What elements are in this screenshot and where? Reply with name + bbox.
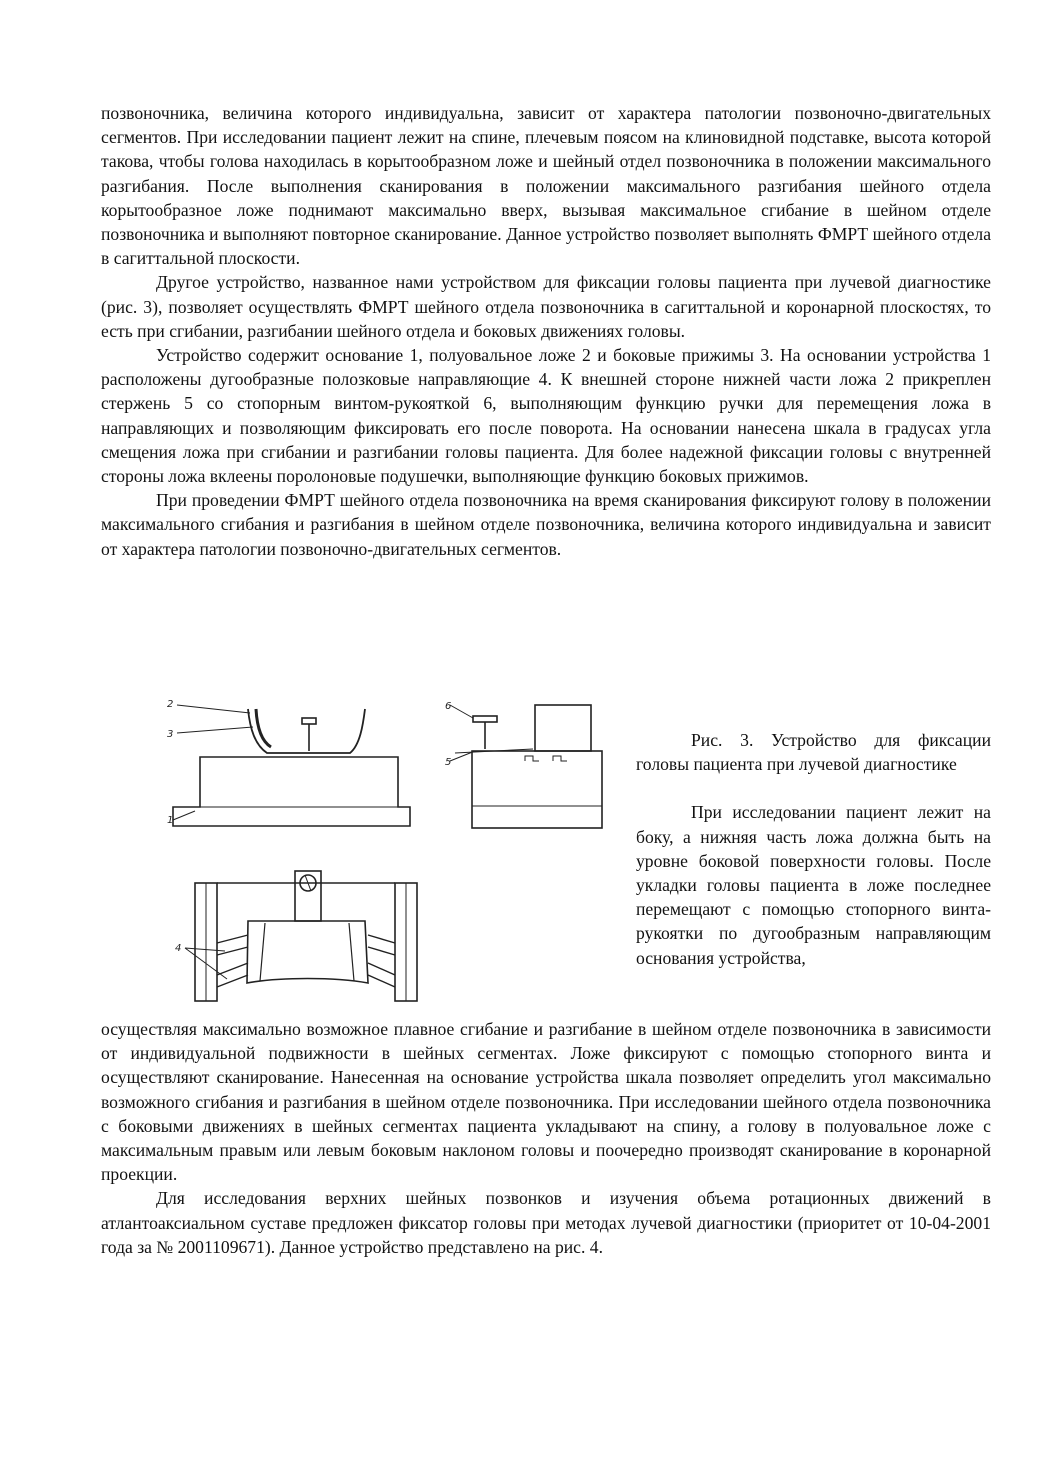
text-block-top xyxy=(101,101,991,561)
paragraph: Устройство содержит основание 1, полуовальное ложе 2 и боковые прижимы 3. На основании устройства 1 расположены дугообразные полозковые направляющие 4. К внешней стороне нижней части ложа 2 прикреплен стержень 5 со стопорным винтом-рукояткой 6, выполняющим функцию ручки для перемещения ложа в направляющих и позволяющим фиксировать его после поворота. На основании нанесена шкала в градусах угла смещения ложа при сгибании и разгибании головы пациента. Для более надежной фиксации головы с внутренней стороны ложа вклеены поролоновые подушечки, выполняющие функцию боковых прижимов. xyxy=(101,345,991,487)
device-technical-drawing xyxy=(155,683,620,1015)
figure-device-drawing xyxy=(155,683,620,1015)
label-1: 1 xyxy=(167,815,174,826)
side-view-drawing xyxy=(167,699,410,826)
paragraph: позвоночника, величина которого индивидуальна, зависит от характера патологии позвоночно-двигательных сегментов. При исследовании пациент лежит на спине, плечевым поясом на клиновидной подставке, высота которой такова, чтобы голова находилась в корытообразном ложе и шейный отдел позвоночника в положении максимального разгибания. После выполнения сканирования в положении максимального разгибания шейного отдела корытообразное ложе поднимают максимально вверх, вызывая максимальное сгибание в шейном отделе позвоночника и выполняют повторное сканирование. Данное устройство позволяет выполнять ФМРТ шейного отдела в сагиттальной плоскости. xyxy=(101,103,991,269)
front-view-drawing xyxy=(445,701,602,828)
label-3: 3 xyxy=(167,729,174,740)
paragraph: При проведении ФМРТ шейного отдела позвоночника на время сканирования фиксируют голову в положении максимального сгибания и разгибания в шейном отделе позвоночника, величина которого индивидуальна и зависит от характера патологии позвоночно-двигательных сегментов. xyxy=(101,490,991,559)
paragraph: При исследовании пациент лежит на боку, а нижняя часть ложа должна быть на уровне боковой поверхности головы. После укладки головы пациента в ложе последнее перемещают с помощью стопорного винта-рукоятки по дугообразным направляющим основания устройства, xyxy=(636,802,991,968)
label-2: 2 xyxy=(167,699,174,710)
text-block-bottom xyxy=(101,1017,991,1259)
figure-caption: Рис. 3. Устройство для фиксации головы пациента при лучевой диагностике xyxy=(636,730,991,775)
figure-side-column xyxy=(636,728,991,970)
paragraph: Другое устройство, названное нами устройством для фиксации головы пациента при лучевой диагностике (рис. 3), позволяет осуществлять ФМРТ шейного отдела позвоночника в сагиттальной и коронарной плоскостях, то есть при сгибании, разгибании шейного отдела и боковых движениях головы. xyxy=(101,272,991,341)
label-4: 4 xyxy=(175,943,182,954)
label-6: 6 xyxy=(445,701,452,712)
paragraph: Для исследования верхних шейных позвонков и изучения объема ротационных движений в атлантоаксиальном суставе предложен фиксатор головы при методах лучевой диагностики (приоритет от 10-04-2001 года за № 2001109671). Данное устройство представлено на рис. 4. xyxy=(101,1188,991,1257)
paragraph: осуществляя максимально возможное плавное сгибание и разгибание в шейном отделе позвоночника в зависимости от индивидуальной подвижности в шейных сегментах. Ложе фиксируют с помощью стопорного винта и осуществляют сканирование. Нанесенная на основание устройства шкала позволяет определить угол максимально возможного сгибания и разгибания в шейном отделе позвоночника. При исследовании шейного отдела позвоночника с боковыми движениях в шейных сегментах пациента укладывают на спину, а голову в полуовальное ложе с максимальным правым или левым боковым наклоном головы и поочередно производят сканирование в коронарной проекции. xyxy=(101,1019,991,1185)
top-view-drawing xyxy=(175,871,417,1001)
label-5: 5 xyxy=(445,757,452,768)
